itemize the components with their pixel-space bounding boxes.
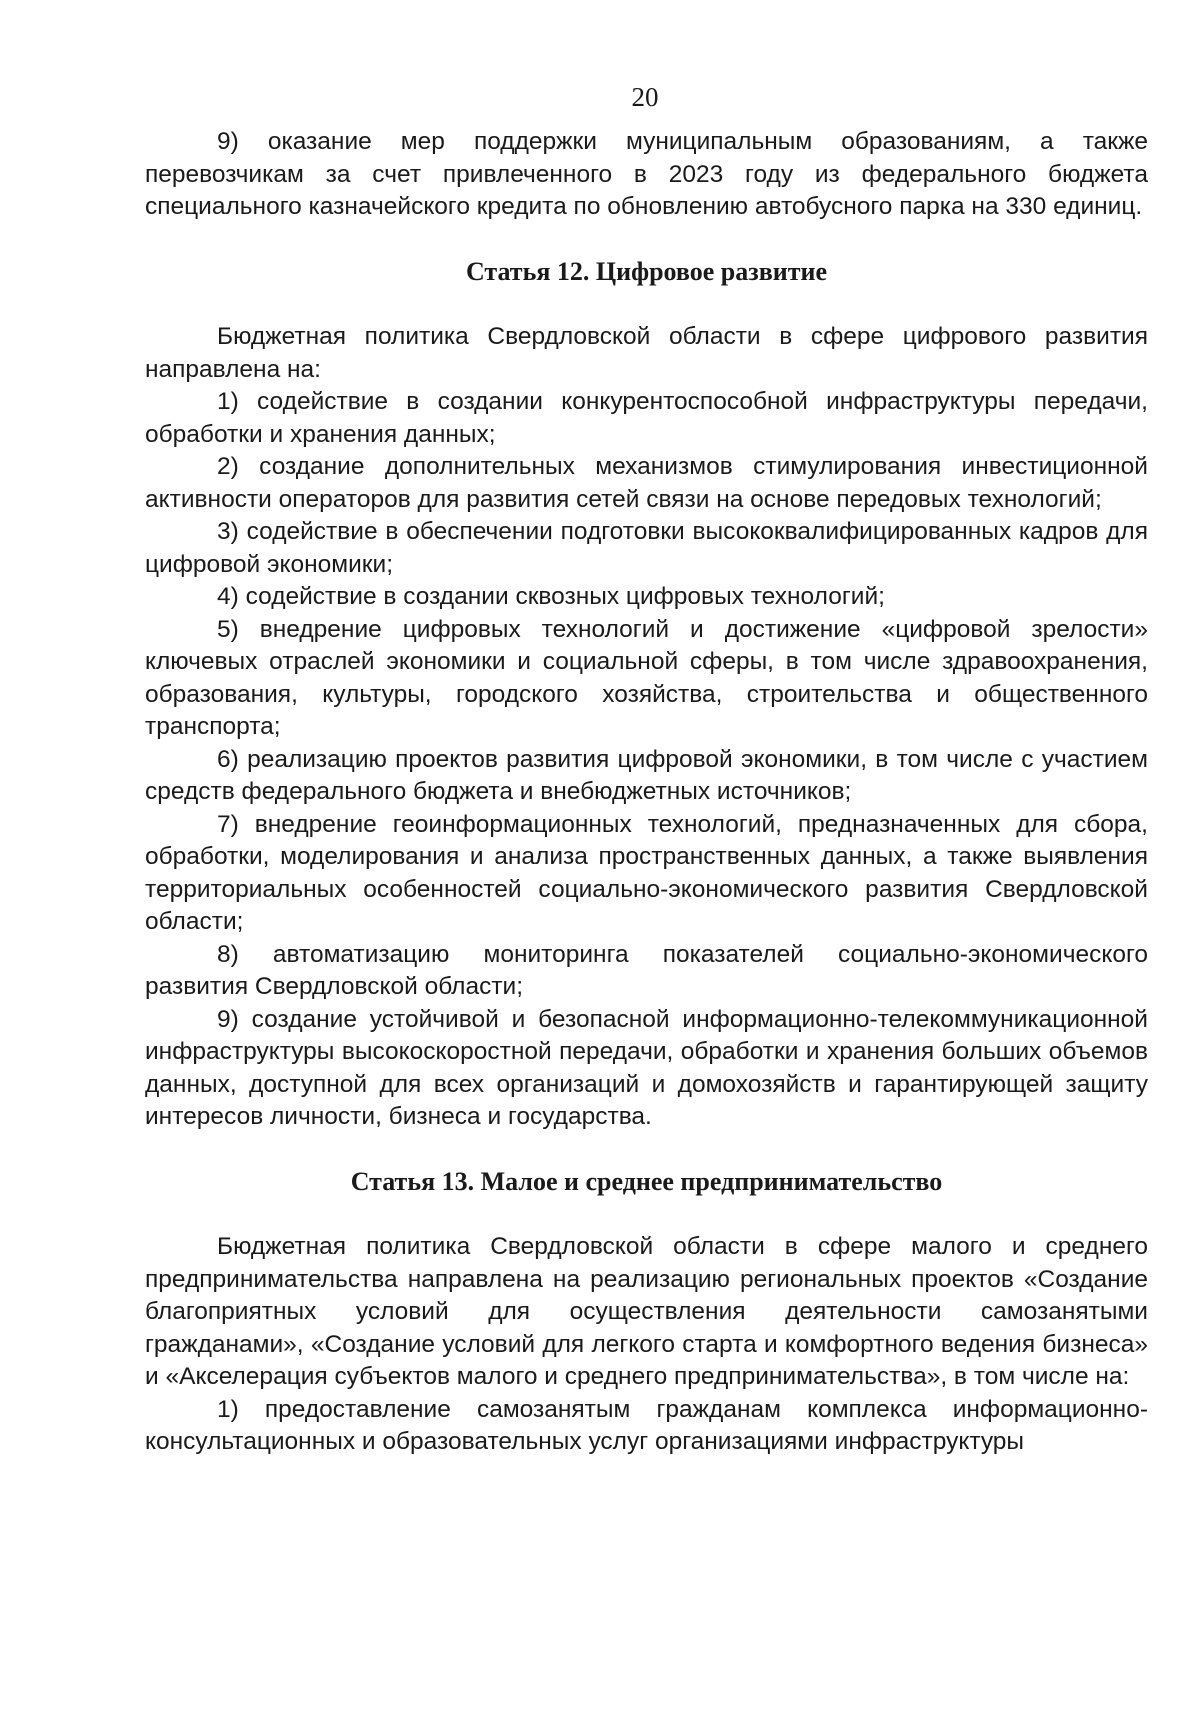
article-13-heading: Статья 13. Малое и среднее предпринимательство (350, 1166, 943, 1196)
intro-section (145, 126, 1148, 224)
article-12 (145, 256, 1148, 1134)
paragraph: 9) оказание мер поддержки муниципальным образованиям, а также перевозчикам за счет привлеченного в 2023 году из федерального бюджета специального казначейского кредита по обновлению автобусного парка на 330 единиц. (145, 128, 1148, 220)
list-item: 3) содействие в обеспечении подготовки высококвалифицированных кадров для цифровой экономики; (145, 518, 1148, 578)
page-number: 20 (631, 82, 659, 112)
list-item: 1) предоставление самозанятым гражданам комплекса информационно-консультационных и образовательных услуг организациями инфраструктуры (145, 1395, 1148, 1455)
list-item: 2) создание дополнительных механизмов стимулирования инвестиционной активности операторов для развития сетей связи на основе передовых технологий; (145, 453, 1148, 513)
document-body (145, 126, 1148, 1459)
list-item: 8) автоматизацию мониторинга показателей социально-экономического развития Свердловской области; (145, 940, 1148, 1000)
list-item: 5) внедрение цифровых технологий и достижение «цифровой зрелости» ключевых отраслей экономики и социальной сферы, в том числе здравоохранения, образования, культуры, городского хозяйства, строительства и общественного транспорта; (145, 615, 1148, 740)
article-12-heading: Статья 12. Цифровое развитие (465, 256, 828, 286)
list-item: 6) реализацию проектов развития цифровой экономики, в том числе с участием средств федерального бюджета и внебюджетных источников; (145, 745, 1148, 805)
article-13 (145, 1166, 1148, 1459)
list-item: 1) содействие в создании конкурентоспособной инфраструктуры передачи, обработки и хранения данных; (145, 388, 1148, 448)
list-item: 4) содействие в создании сквозных цифровых технологий; (217, 583, 885, 610)
paragraph: Бюджетная политика Свердловской области в сфере малого и среднего предпринимательства направлена на реализацию региональных проектов «Создание благоприятных условий для осуществления деятельности самозанятыми гражданами», «Создание условий для легкого старта и комфортного ведения бизнеса» и «Акселерация субъектов малого и среднего предпринимательства», в том числе на: (145, 1233, 1148, 1390)
list-item: 9) создание устойчивой и безопасной информационно-телекоммуникационной инфраструктуры высокоскоростной передачи, обработки и хранения больших объемов данных, доступной для всех организаций и домохозяйств и гарантирующей защиту интересов личности, бизнеса и государства. (145, 1005, 1148, 1130)
paragraph: Бюджетная политика Свердловской области в сфере цифрового развития направлена на: (145, 323, 1148, 383)
list-item: 7) внедрение геоинформационных технологий, предназначенных для сбора, обработки, моделирования и анализа пространственных данных, а также выявления территориальных особенностей социально-экономического развития Свердловской области; (145, 810, 1148, 935)
